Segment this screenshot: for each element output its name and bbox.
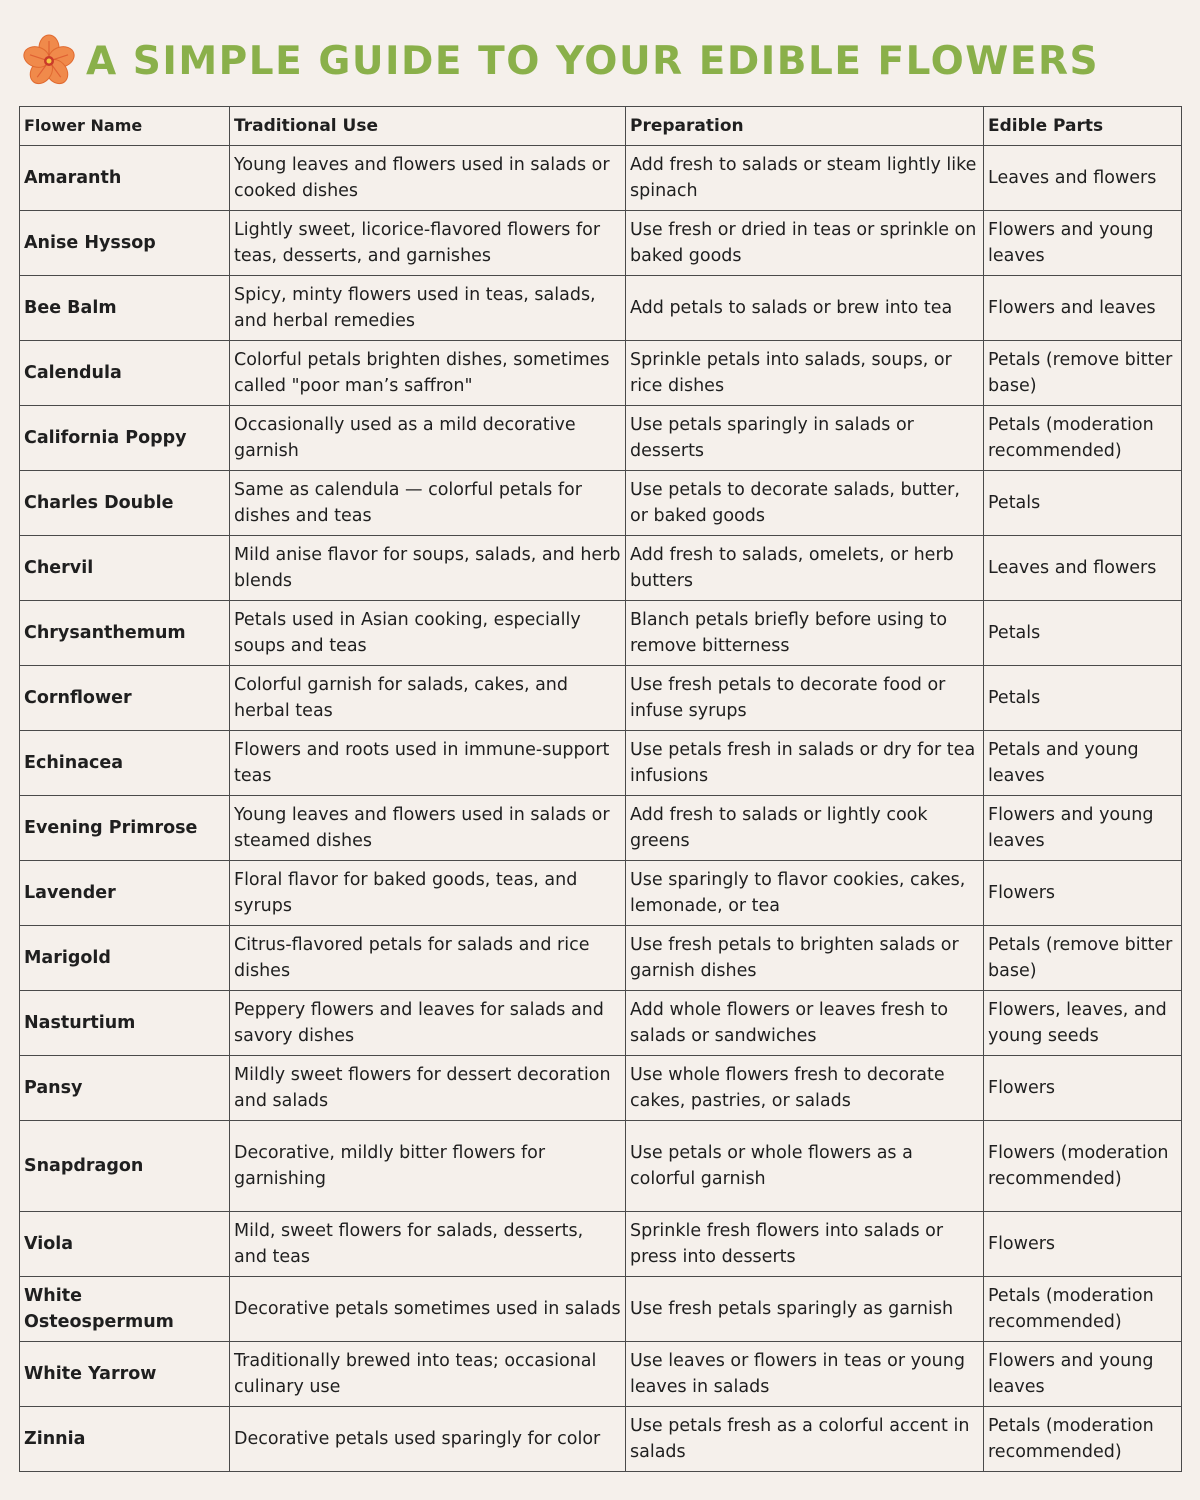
- edible-parts-cell: Flowers: [984, 1056, 1182, 1121]
- table-row: [20, 1342, 1182, 1407]
- flower-name-cell: Evening Primrose: [20, 796, 230, 861]
- page-title: A SIMPLE GUIDE TO YOUR EDIBLE FLOWERS: [86, 38, 1100, 84]
- preparation-cell: Use fresh petals sparingly as garnish: [626, 1277, 984, 1342]
- traditional-use-cell: Mild, sweet flowers for salads, desserts, and teas: [230, 1212, 626, 1277]
- flower-name-cell: Echinacea: [20, 731, 230, 796]
- table-row: [20, 1212, 1182, 1277]
- edible-parts-cell: Petals (remove bitter base): [984, 926, 1182, 991]
- traditional-use-cell: Same as calendula — colorful petals for dishes and teas: [230, 471, 626, 536]
- table-row: [20, 991, 1182, 1056]
- table-header-row: [20, 107, 1182, 146]
- preparation-cell: Add whole flowers or leaves fresh to salads or sandwiches: [626, 991, 984, 1056]
- traditional-use-cell: Mild anise flavor for soups, salads, and herb blends: [230, 536, 626, 601]
- preparation-cell: Use petals sparingly in salads or desserts: [626, 406, 984, 471]
- traditional-use-cell: Occasionally used as a mild decorative garnish: [230, 406, 626, 471]
- traditional-use-cell: Mildly sweet flowers for dessert decoration and salads: [230, 1056, 626, 1121]
- flower-name-cell: Amaranth: [20, 146, 230, 211]
- preparation-cell: Use whole flowers fresh to decorate cakes, pastries, or salads: [626, 1056, 984, 1121]
- table-row: [20, 666, 1182, 731]
- edible-parts-cell: Flowers, leaves, and young seeds: [984, 991, 1182, 1056]
- edible-parts-cell: Petals: [984, 471, 1182, 536]
- flower-name-cell: Snapdragon: [20, 1121, 230, 1212]
- edible-parts-cell: Petals (moderation recommended): [984, 1407, 1182, 1472]
- traditional-use-cell: Spicy, minty flowers used in teas, salads, and herbal remedies: [230, 276, 626, 341]
- table-row: [20, 861, 1182, 926]
- edible-parts-cell: Petals (moderation recommended): [984, 406, 1182, 471]
- flower-name-cell: Nasturtium: [20, 991, 230, 1056]
- preparation-cell: Use petals to decorate salads, butter, or baked goods: [626, 471, 984, 536]
- preparation-cell: Use leaves or flowers in teas or young leaves in salads: [626, 1342, 984, 1407]
- header-edible-parts: Edible Parts: [984, 107, 1182, 146]
- edible-parts-cell: Petals and young leaves: [984, 731, 1182, 796]
- flower-name-cell: Marigold: [20, 926, 230, 991]
- table-row: [20, 796, 1182, 861]
- traditional-use-cell: Petals used in Asian cooking, especially soups and teas: [230, 601, 626, 666]
- table-row: [20, 1277, 1182, 1342]
- preparation-cell: Use fresh petals to decorate food or infuse syrups: [626, 666, 984, 731]
- flower-name-cell: Charles Double: [20, 471, 230, 536]
- table-row: [20, 276, 1182, 341]
- flower-name-cell: Bee Balm: [20, 276, 230, 341]
- preparation-cell: Add fresh to salads, omelets, or herb butters: [626, 536, 984, 601]
- traditional-use-cell: Flowers and roots used in immune-support teas: [230, 731, 626, 796]
- table-row: [20, 146, 1182, 211]
- flower-name-cell: Chrysanthemum: [20, 601, 230, 666]
- hibiscus-flower-icon: [22, 34, 76, 88]
- edible-parts-cell: Flowers and leaves: [984, 276, 1182, 341]
- table-row: [20, 926, 1182, 991]
- table-row: [20, 406, 1182, 471]
- edible-parts-cell: Petals (moderation recommended): [984, 1277, 1182, 1342]
- edible-parts-cell: Petals: [984, 601, 1182, 666]
- table-row: [20, 536, 1182, 601]
- flower-name-cell: Anise Hyssop: [20, 211, 230, 276]
- traditional-use-cell: Floral flavor for baked goods, teas, and syrups: [230, 861, 626, 926]
- flower-name-cell: Lavender: [20, 861, 230, 926]
- traditional-use-cell: Colorful garnish for salads, cakes, and herbal teas: [230, 666, 626, 731]
- edible-parts-cell: Flowers and young leaves: [984, 211, 1182, 276]
- traditional-use-cell: Decorative petals used sparingly for color: [230, 1407, 626, 1472]
- flower-name-cell: California Poppy: [20, 406, 230, 471]
- preparation-cell: Use petals or whole flowers as a colorful garnish: [626, 1121, 984, 1212]
- flower-name-cell: Pansy: [20, 1056, 230, 1121]
- header-traditional-use: Traditional Use: [230, 107, 626, 146]
- edible-parts-cell: Flowers: [984, 1212, 1182, 1277]
- flower-table: [19, 106, 1182, 1472]
- table-row: [20, 1056, 1182, 1121]
- flower-name-cell: Calendula: [20, 341, 230, 406]
- traditional-use-cell: Young leaves and flowers used in salads or cooked dishes: [230, 146, 626, 211]
- header-preparation: Preparation: [626, 107, 984, 146]
- table-row: [20, 341, 1182, 406]
- edible-parts-cell: Petals (remove bitter base): [984, 341, 1182, 406]
- preparation-cell: Sprinkle fresh flowers into salads or press into desserts: [626, 1212, 984, 1277]
- edible-parts-cell: Leaves and flowers: [984, 536, 1182, 601]
- traditional-use-cell: Colorful petals brighten dishes, sometimes called "poor man’s saffron": [230, 341, 626, 406]
- edible-parts-cell: Flowers and young leaves: [984, 1342, 1182, 1407]
- table-row: [20, 471, 1182, 536]
- flower-name-cell: Cornflower: [20, 666, 230, 731]
- flower-name-cell: Zinnia: [20, 1407, 230, 1472]
- table-row: [20, 1121, 1182, 1212]
- traditional-use-cell: Citrus-flavored petals for salads and rice dishes: [230, 926, 626, 991]
- traditional-use-cell: Young leaves and flowers used in salads or steamed dishes: [230, 796, 626, 861]
- preparation-cell: Blanch petals briefly before using to remove bitterness: [626, 601, 984, 666]
- table-row: [20, 211, 1182, 276]
- preparation-cell: Use fresh or dried in teas or sprinkle on baked goods: [626, 211, 984, 276]
- preparation-cell: Use fresh petals to brighten salads or garnish dishes: [626, 926, 984, 991]
- header-flower-name: Flower Name: [20, 107, 230, 146]
- flower-name-cell: White Yarrow: [20, 1342, 230, 1407]
- preparation-cell: Sprinkle petals into salads, soups, or rice dishes: [626, 341, 984, 406]
- edible-parts-cell: Flowers and young leaves: [984, 796, 1182, 861]
- flower-name-cell: Viola: [20, 1212, 230, 1277]
- preparation-cell: Add fresh to salads or steam lightly like spinach: [626, 146, 984, 211]
- edible-parts-cell: Leaves and flowers: [984, 146, 1182, 211]
- preparation-cell: Use sparingly to flavor cookies, cakes, lemonade, or tea: [626, 861, 984, 926]
- traditional-use-cell: Decorative petals sometimes used in salads: [230, 1277, 626, 1342]
- edible-parts-cell: Flowers: [984, 861, 1182, 926]
- edible-parts-cell: Flowers (moderation recommended): [984, 1121, 1182, 1212]
- preparation-cell: Add petals to salads or brew into tea: [626, 276, 984, 341]
- traditional-use-cell: Lightly sweet, licorice-flavored flowers for teas, desserts, and garnishes: [230, 211, 626, 276]
- preparation-cell: Add fresh to salads or lightly cook greens: [626, 796, 984, 861]
- table-row: [20, 1407, 1182, 1472]
- flower-name-cell: Chervil: [20, 536, 230, 601]
- preparation-cell: Use petals fresh in salads or dry for tea infusions: [626, 731, 984, 796]
- traditional-use-cell: Peppery flowers and leaves for salads and savory dishes: [230, 991, 626, 1056]
- preparation-cell: Use petals fresh as a colorful accent in salads: [626, 1407, 984, 1472]
- table-row: [20, 731, 1182, 796]
- flower-name-cell: White Osteospermum: [20, 1277, 230, 1342]
- header: [22, 30, 1182, 92]
- traditional-use-cell: Traditionally brewed into teas; occasional culinary use: [230, 1342, 626, 1407]
- edible-parts-cell: Petals: [984, 666, 1182, 731]
- traditional-use-cell: Decorative, mildly bitter flowers for garnishing: [230, 1121, 626, 1212]
- table-row: [20, 601, 1182, 666]
